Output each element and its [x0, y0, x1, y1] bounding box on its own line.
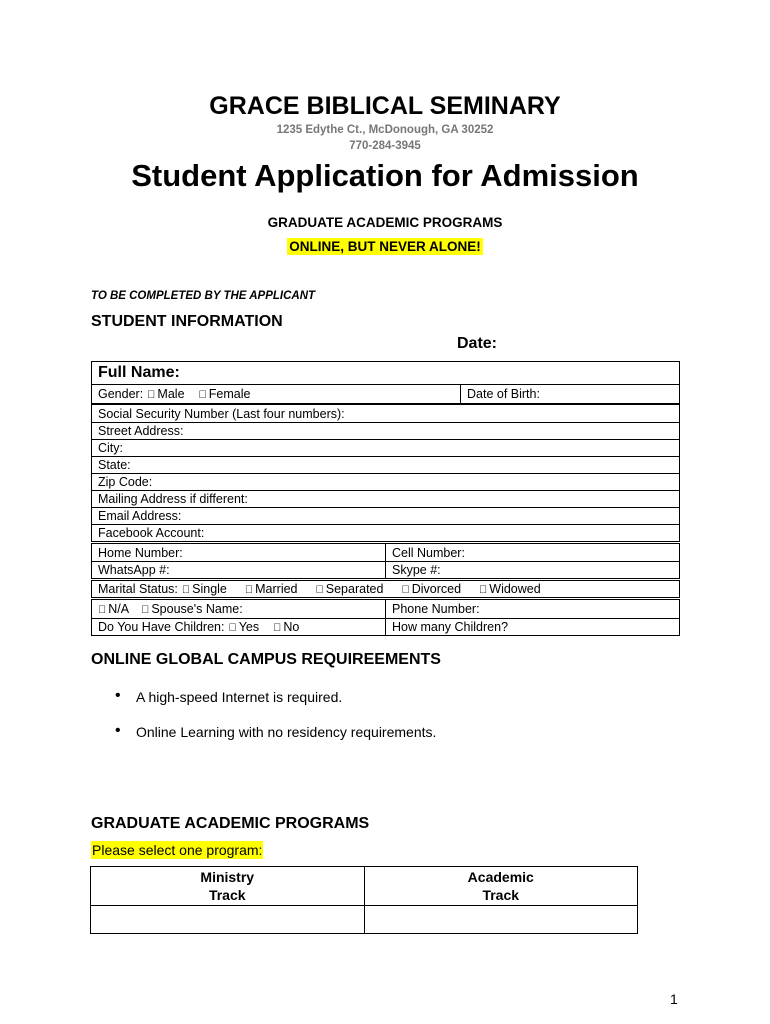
gender-label: Gender:	[98, 387, 144, 401]
children-no-option[interactable]	[266, 620, 299, 634]
email-row[interactable]	[92, 507, 679, 524]
gender-row	[92, 384, 679, 403]
marital-widowed-option[interactable]	[448, 582, 541, 596]
mailing-row[interactable]	[92, 490, 679, 507]
full-name-row[interactable]	[92, 362, 679, 384]
marital-separated-option[interactable]	[301, 582, 384, 596]
spouse-phone-field[interactable]: Phone Number:	[385, 600, 679, 618]
full-name-label: Full Name:	[98, 364, 180, 381]
bullet-icon: •	[115, 687, 121, 704]
spouse-field	[92, 600, 385, 618]
spouse-name-label: Spouse's Name:	[134, 602, 227, 616]
checkbox-icon	[479, 584, 487, 596]
spouse-row	[92, 600, 679, 618]
skype-field[interactable]: Skype #:	[385, 562, 679, 578]
children-row	[92, 618, 679, 635]
marital-field	[92, 581, 679, 597]
checkbox-icon	[147, 389, 155, 401]
academic-track-line2: Track	[482, 887, 520, 903]
checkbox-icon	[245, 584, 253, 596]
marital-separated-label: Separated	[301, 582, 359, 596]
zip-row[interactable]	[92, 473, 679, 490]
na-option[interactable]	[98, 602, 129, 616]
program-instruction-wrap	[91, 842, 263, 860]
children-yes-label: Yes	[230, 620, 251, 634]
program-table	[90, 866, 638, 934]
whatsapp-skype-row	[92, 561, 679, 578]
city-label: City:	[98, 441, 123, 455]
bullet-icon: •	[115, 722, 121, 739]
children-yes-option[interactable]	[228, 620, 259, 634]
checkbox-icon	[401, 584, 409, 596]
page-title: Student Application for Admission	[131, 158, 639, 193]
city-row[interactable]	[92, 439, 679, 456]
checkbox-icon	[199, 389, 207, 401]
ssn-row[interactable]	[92, 405, 679, 423]
zip-label: Zip Code:	[98, 475, 153, 489]
bullet-text: Online Learning with no residency requirements.	[136, 724, 437, 740]
program-select-row	[91, 906, 638, 934]
state-label: State:	[98, 458, 131, 472]
academic-track-select[interactable]	[364, 906, 638, 934]
street-label: Street Address:	[98, 424, 184, 438]
children-label: Do You Have Children:	[98, 620, 225, 634]
marital-married-label: Married	[238, 582, 282, 596]
page-number: 1	[670, 991, 678, 1007]
na-label: N/A	[100, 602, 121, 616]
name-gender-box	[91, 361, 680, 404]
checkbox-icon	[141, 604, 149, 616]
ministry-track-select[interactable]	[91, 906, 365, 934]
academic-track-line1: Academic	[467, 869, 534, 885]
programs-heading: GRADUATE ACADEMIC PROGRAMS	[91, 815, 370, 832]
gender-male-option[interactable]	[147, 387, 184, 401]
date-field[interactable]: Date:	[457, 335, 498, 352]
program-instruction: Please select one program:	[92, 842, 263, 858]
ministry-track-line2: Track	[208, 887, 246, 903]
bullet-text: A high-speed Internet is required.	[136, 689, 343, 705]
phone-box	[91, 543, 680, 579]
marital-divorced-label: Divorced	[378, 582, 429, 596]
checkbox-icon	[182, 584, 190, 596]
marital-label: Marital Status:	[98, 582, 178, 596]
family-box	[91, 599, 680, 636]
facebook-row[interactable]	[92, 524, 679, 541]
facebook-label: Facebook Account:	[98, 526, 205, 540]
children-count-field[interactable]: How many Children?	[385, 619, 679, 635]
gender-female-label: Female	[192, 387, 234, 401]
marital-row	[92, 581, 679, 597]
gender-female-option[interactable]	[192, 387, 251, 401]
marital-single-label: Single	[183, 582, 219, 596]
student-info-heading: STUDENT INFORMATION	[91, 313, 283, 330]
home-cell-row	[92, 544, 679, 561]
email-label: Email Address:	[98, 509, 182, 523]
checkbox-icon	[273, 622, 281, 634]
ministry-track-header	[91, 867, 365, 906]
marital-widowed-label: Widowed	[448, 582, 500, 596]
whatsapp-field[interactable]: WhatsApp #:	[98, 563, 170, 577]
street-row[interactable]	[92, 422, 679, 439]
children-no-label: No	[266, 620, 283, 634]
marital-single-option[interactable]	[182, 582, 227, 596]
dob-field[interactable]: Date of Birth:	[460, 385, 679, 403]
mailing-label: Mailing Address if different:	[98, 492, 248, 506]
ministry-track-line1: Ministry	[200, 869, 255, 885]
program-header-row	[91, 867, 638, 906]
marital-divorced-option[interactable]	[378, 582, 461, 596]
gender-field	[92, 385, 460, 403]
gender-male-label: Male	[149, 387, 177, 401]
motto: ONLINE, BUT NEVER ALONE!	[289, 239, 481, 254]
academic-track-header	[364, 867, 638, 906]
children-field	[92, 619, 385, 635]
campus-heading: ONLINE GLOBAL CAMPUS REQUIREEMENTS	[91, 651, 441, 668]
institution-phone: 770-284-3945	[349, 140, 421, 152]
program-subtitle: GRADUATE ACADEMIC PROGRAMS	[267, 215, 503, 230]
applicant-note: TO BE COMPLETED BY THE APPLICANT	[91, 290, 316, 302]
home-number-field[interactable]: Home Number:	[98, 545, 183, 560]
marital-box	[91, 580, 680, 598]
ssn-label: Social Security Number (Last four numbers):	[98, 407, 345, 421]
institution-address: 1235 Edythe Ct., McDonough, GA 30252	[276, 124, 494, 136]
checkbox-icon	[316, 584, 324, 596]
motto-wrap	[0, 238, 770, 256]
cell-number-field[interactable]: Cell Number:	[385, 544, 679, 561]
marital-married-option[interactable]	[238, 582, 298, 596]
checkbox-icon	[228, 622, 236, 634]
checkbox-icon	[98, 604, 106, 616]
spouse-name-field[interactable]	[134, 602, 243, 616]
institution-name: GRACE BIBLICAL SEMINARY	[209, 92, 561, 120]
state-row[interactable]	[92, 456, 679, 473]
address-box	[91, 404, 680, 542]
